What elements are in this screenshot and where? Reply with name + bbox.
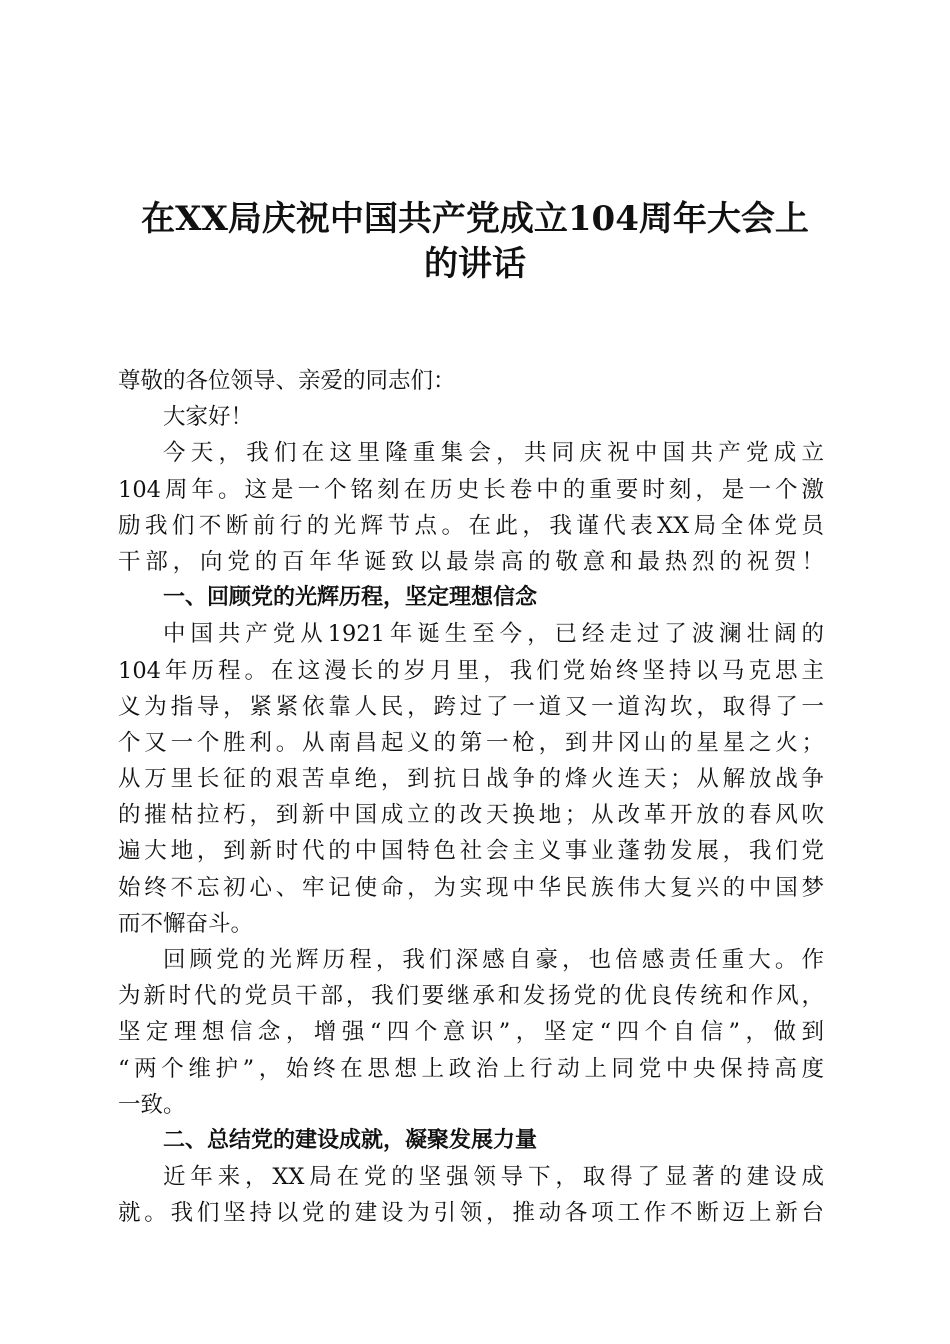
- paragraph-1-line: 今天，我们在这里隆重集会，共同庆祝中国共产党成立: [163, 440, 824, 467]
- paragraph-1-line: 104周年。这是一个铭刻在历史长卷中的重要时刻，是一个激: [118, 476, 824, 503]
- paragraph-2-line: 遍大地，到新时代的中国特色社会主义事业蓬勃发展，我们党: [118, 838, 824, 865]
- document-title-line-2: 的讲话: [424, 244, 526, 284]
- paragraph-3-line: 一致。: [118, 1091, 186, 1118]
- paragraph-2-line: 个又一个胜利。从南昌起义的第一枪，到井冈山的星星之火；: [118, 729, 824, 756]
- paragraph-2-line: 104年历程。在这漫长的岁月里，我们党始终坚持以马克思主: [118, 657, 824, 684]
- paragraph-3-line: 为新时代的党员干部，我们要继承和发扬党的优良传统和作风，: [118, 983, 824, 1010]
- paragraph-3-line: “两个维护”，始终在思想上政治上行动上同党中央保持高度: [118, 1055, 824, 1082]
- document-title-line-1: 在XX局庆祝中国共产党成立104周年大会上: [141, 199, 809, 239]
- document-body: [118, 363, 824, 1232]
- paragraph-3-line: 回顾党的光辉历程，我们深感自豪，也倍感责任重大。作: [163, 947, 824, 973]
- paragraph-2-line: 从万里长征的艰苦卓绝，到抗日战争的烽火连天；从解放战争: [118, 766, 824, 793]
- paragraph-4-line: 就。我们坚持以党的建设为引领，推动各项工作不断迈上新台: [118, 1200, 824, 1227]
- paragraph-2-line: 义为指导，紧紧依靠人民，跨过了一道又一道沟坎，取得了一: [118, 693, 824, 720]
- section-heading-1: 一、回顾党的光辉历程，坚定理想信念: [163, 585, 538, 611]
- paragraph-1-line: 干部，向党的百年华诞致以最崇高的敬意和最热烈的祝贺！: [118, 548, 824, 575]
- paragraph-4-line: 近年来，XX局在党的坚强领导下，取得了显著的建设成: [163, 1164, 824, 1191]
- greeting: 大家好！: [163, 404, 254, 431]
- paragraph-1-line: 励我们不断前行的光辉节点。在此，我谨代表XX局全体党员: [118, 512, 824, 539]
- paragraph-2-line: 而不懈奋斗。: [118, 910, 254, 937]
- paragraph-2-line: 中国共产党从1921年诞生至今，已经走过了波澜壮阔的: [163, 621, 824, 648]
- paragraph-3-line: 坚定理想信念，增强“四个意识”，坚定“四个自信”，做到: [118, 1019, 824, 1046]
- salutation: 尊敬的各位领导、亲爱的同志们：: [118, 368, 456, 394]
- paragraph-2-line: 始终不忘初心、牢记使命，为实现中华民族伟大复兴的中国梦: [118, 874, 824, 901]
- paragraph-2-line: 的摧枯拉朽，到新中国成立的改天换地；从改革开放的春风吹: [118, 802, 824, 829]
- section-heading-2: 二、总结党的建设成就，凝聚发展力量: [163, 1127, 538, 1153]
